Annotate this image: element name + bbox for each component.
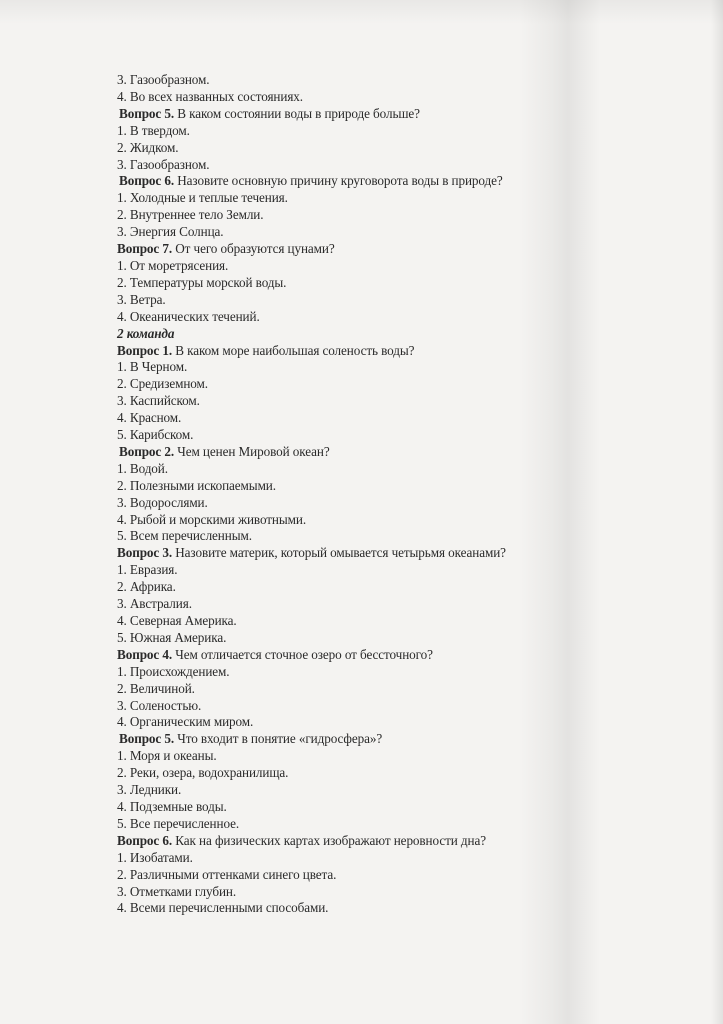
question-line bbox=[117, 731, 587, 748]
question-line bbox=[117, 833, 587, 850]
question-line bbox=[117, 106, 587, 123]
question-text: От чего образуются цунами? bbox=[172, 241, 335, 257]
answer-line: 5. Всем перечисленным. bbox=[117, 528, 252, 544]
question-number: Вопрос 6. bbox=[117, 832, 173, 848]
answer-line: 4. Северная Америка. bbox=[117, 613, 237, 628]
answer-line: 2. Африка. bbox=[117, 579, 176, 595]
answer-line: 2. Величиной. bbox=[117, 680, 195, 696]
answer-line: 1. Евразия. bbox=[117, 562, 178, 578]
question-line bbox=[117, 343, 587, 360]
answer-line: 5. Карибском. bbox=[117, 427, 194, 443]
answer-line: 5. Все перечисленное. bbox=[117, 815, 240, 831]
answer-line: 1. Изобатами. bbox=[117, 849, 193, 865]
answer-line: 4. Всеми перечисленными способами. bbox=[117, 900, 329, 916]
question-text: Чем ценен Мировой океан? bbox=[174, 443, 330, 459]
question-line bbox=[117, 545, 587, 562]
question-line bbox=[117, 647, 587, 664]
question-line bbox=[117, 173, 514, 190]
scan-top-strip bbox=[0, 0, 723, 24]
answer-line: 1. Происхождением. bbox=[117, 663, 230, 679]
answer-line: 3. Соленостью. bbox=[117, 697, 202, 713]
answer-line: 2. Жидком. bbox=[117, 139, 179, 155]
answer-line: 4. Органическим миром. bbox=[117, 714, 254, 730]
team-heading: 2 команда bbox=[117, 325, 175, 341]
answer-line: 3. Каспийском. bbox=[117, 393, 200, 409]
answer-line: 2. Полезными ископаемыми. bbox=[117, 477, 276, 493]
scan-edge bbox=[711, 0, 723, 1024]
question-text: Чем отличается сточное озеро от бессточного? bbox=[172, 646, 433, 662]
answer-line: 4. Океанических течений. bbox=[117, 308, 260, 324]
question-number: Вопрос 4. bbox=[117, 646, 173, 662]
answer-line: 3. Энергия Солнца. bbox=[117, 224, 224, 240]
answer-line: 4. Рыбой и морскими животными. bbox=[117, 511, 307, 527]
document-body bbox=[117, 72, 587, 917]
question-text: В каком море наибольшая соленость воды? bbox=[172, 342, 415, 358]
question-line bbox=[117, 241, 587, 258]
question-text: Назовите материк, который омывается четырьмя океанами? bbox=[172, 545, 506, 561]
answer-line: 1. Водой. bbox=[117, 460, 168, 476]
answer-line: 3. Газообразном. bbox=[117, 72, 210, 87]
question-number: Вопрос 3. bbox=[117, 545, 173, 561]
answer-line: 1. В твердом. bbox=[117, 122, 190, 138]
question-number: Вопрос 2. bbox=[119, 443, 175, 459]
question-text: В каком состоянии воды в природе больше? bbox=[174, 105, 420, 121]
answer-line: 2. Внутреннее тело Земли. bbox=[117, 207, 264, 223]
question-number: Вопрос 1. bbox=[117, 342, 173, 358]
question-number: Вопрос 6. bbox=[119, 173, 175, 189]
answer-line: 4. Во всех названных состояниях. bbox=[117, 88, 303, 104]
answer-line: 2. Различными оттенками синего цвета. bbox=[117, 866, 337, 882]
answer-line: 3. Отметками глубин. bbox=[117, 883, 237, 899]
answer-line: 4. Подземные воды. bbox=[117, 798, 227, 814]
question-line bbox=[117, 444, 587, 461]
answer-line: 1. Холодные и теплые течения. bbox=[117, 190, 288, 206]
answer-line: 1. От моретрясения. bbox=[117, 257, 229, 273]
question-number: Вопрос 7. bbox=[117, 241, 173, 257]
answer-line: 5. Южная Америка. bbox=[117, 629, 227, 645]
answer-line: 1. В Черном. bbox=[117, 359, 188, 375]
answer-line: 3. Ледники. bbox=[117, 782, 182, 798]
question-text: Назовите основную причину круговорота воды в природе? bbox=[174, 173, 503, 189]
answer-line: 2. Температуры морской воды. bbox=[117, 274, 287, 290]
answer-line: 3. Австралия. bbox=[117, 596, 192, 612]
answer-line: 3. Водорослями. bbox=[117, 494, 208, 510]
answer-line: 3. Ветра. bbox=[117, 291, 166, 307]
question-text: Как на физических картах изображают неровности дна? bbox=[172, 832, 486, 848]
answer-line: 3. Газообразном. bbox=[117, 156, 210, 172]
question-text: Что входит в понятие «гидросфера»? bbox=[174, 731, 383, 747]
answer-line: 2. Средиземном. bbox=[117, 376, 208, 392]
answer-line: 2. Реки, озера, водохранилища. bbox=[117, 765, 289, 781]
answer-line: 4. Красном. bbox=[117, 410, 182, 426]
question-number: Вопрос 5. bbox=[119, 105, 175, 121]
answer-line: 1. Моря и океаны. bbox=[117, 748, 217, 764]
question-number: Вопрос 5. bbox=[119, 731, 175, 747]
